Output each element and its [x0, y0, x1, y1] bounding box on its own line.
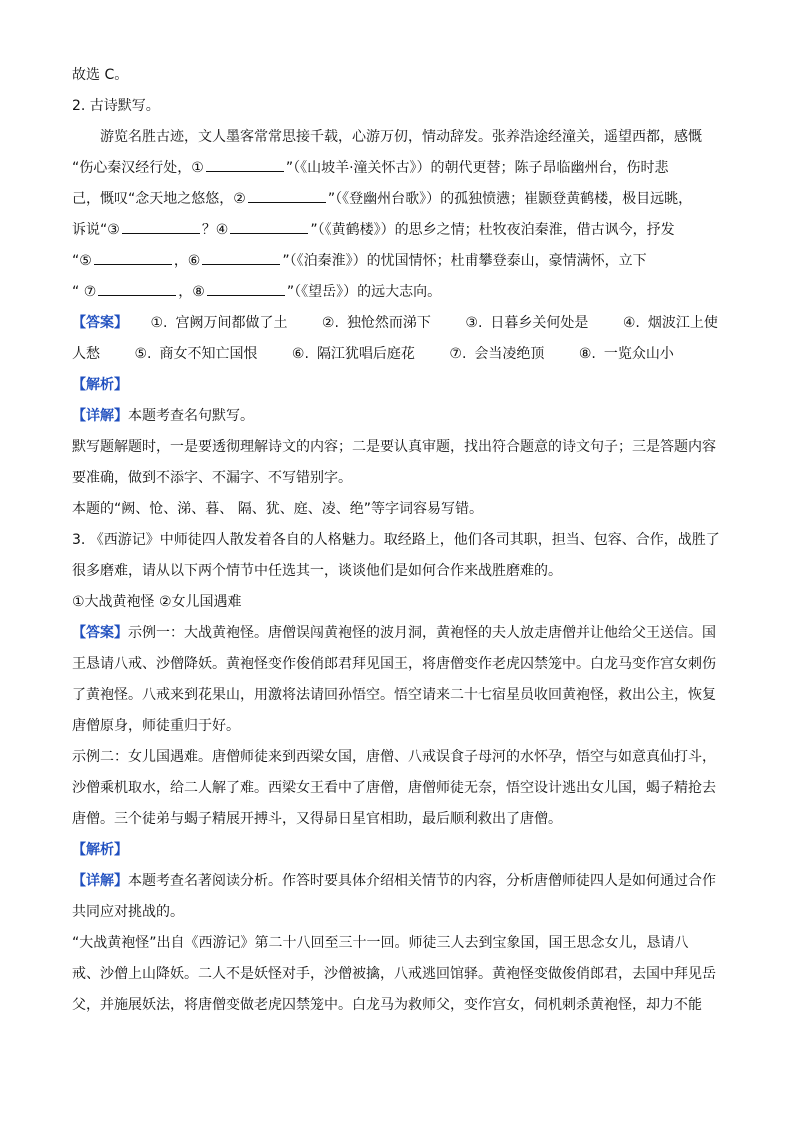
- answer-tag: 【答案】: [72, 315, 128, 331]
- text-span: “⑤: [72, 253, 92, 269]
- question-3-heading: 3. 《西游记》中师徒四人散发着各自的人格魅力。取经路上，他们各司其职，担当、包容、合作，战胜了: [72, 532, 720, 548]
- analysis-tag: 【解析】: [72, 842, 128, 858]
- analysis-line: [72, 835, 724, 866]
- detail-line: [72, 866, 724, 897]
- detail-tag: 【详解】: [72, 873, 128, 889]
- fill-blank-1: [206, 156, 284, 172]
- fill-blank-3: [122, 218, 200, 234]
- text-line: 沙僧乘机取水，给二人解了难。西梁女王看中了唐僧，唐僧师徒无奈，悟空设计逃出女儿国，蝎子精抢去: [72, 780, 716, 796]
- text-span: ”（《望岳》）的远大志向。: [286, 284, 442, 300]
- analysis-tag: 【解析】: [72, 377, 128, 393]
- document-page: [72, 60, 724, 1021]
- text-line: [72, 246, 724, 277]
- text-line: 故选 C。: [72, 67, 129, 83]
- text-line: “大战黄袍怪”出自《西游记》第二十八回至三十一回。师徒三人去到宝象国，国王思念女儿，恳请八: [72, 935, 689, 951]
- text-span: ”（《黄鹤楼》）的思乡之情；杜牧夜泊秦淮，借古讽今，抒发: [310, 222, 675, 238]
- text-span: 己，慨叹“念天地之悠悠，②: [72, 191, 246, 207]
- text-span: “伤心秦汉经行处，①: [72, 160, 204, 176]
- answer-line: [72, 339, 724, 370]
- text-line: ①大战黄袍怪 ②女儿国遇难: [72, 594, 242, 610]
- text-line: 很多磨难，请从以下两个情节中任选其一，谈谈他们是如何合作来战胜磨难的。: [72, 563, 562, 579]
- text-line: [72, 215, 724, 246]
- text-line: 唐僧。三个徒弟与蝎子精展开搏斗，又得昴日星官相助，最后顺利救出了唐僧。: [72, 811, 562, 827]
- answer-item: ①. 宫阙万间都做了土: [150, 315, 288, 331]
- detail-line: [72, 401, 724, 432]
- fill-blank-6: [202, 249, 280, 265]
- fill-blank-8: [207, 280, 285, 296]
- answer-tag: 【答案】: [72, 625, 128, 641]
- detail-tag: 【详解】: [72, 408, 128, 424]
- answer-line: [72, 308, 724, 339]
- text-span: 本题考查名著阅读分析。作答时要具体介绍相关情节的内容，分析唐僧师徒四人是如何通过合作: [128, 873, 716, 889]
- answer-item: ⑥. 隔江犹唱后庭花: [291, 346, 415, 362]
- text-line: [72, 184, 724, 215]
- text-line: [72, 153, 724, 184]
- text-line: 示例二：女儿国遇难。唐僧师徒来到西梁女国，唐僧、八戒误食子母河的水怀孕，悟空与如意真仙打斗，: [72, 749, 716, 765]
- answer-item: ⑦. 会当凌绝顶: [449, 346, 545, 362]
- text-span: ，⑧: [178, 284, 205, 300]
- analysis-line: [72, 370, 724, 401]
- text-line: 戒、沙僧上山降妖。二人不是妖怪对手，沙僧被擒，八戒逃回馆驿。黄袍怪变做俊俏郎君，去国中拜见岳: [72, 966, 716, 982]
- text-line: 唐僧原身，师徒重归于好。: [72, 718, 240, 734]
- answer-item: ⑧. 一览众山小: [578, 346, 674, 362]
- text-span: ？④: [201, 222, 229, 238]
- fill-blank-7: [98, 280, 176, 296]
- text-span: ，⑥: [173, 253, 201, 269]
- text-span: “ ⑦: [72, 284, 97, 300]
- text-line: [72, 277, 724, 308]
- question-2-heading: 2. 古诗默写。: [72, 98, 160, 114]
- answer-item: ②. 独怆然而涕下: [321, 315, 431, 331]
- answer-item: ④. 烟波江上使: [622, 315, 718, 331]
- fill-blank-4: [230, 218, 308, 234]
- text-span: ”（《泊秦淮》）的忧国情怀；杜甫攀登泰山，豪情满怀，立下: [282, 253, 647, 269]
- answer-item: ⑤. 商女不知亡国恨: [134, 346, 258, 362]
- text-span: 诉说“③: [72, 222, 120, 238]
- text-line: 要准确，做到不添字、不漏字、不写错别字。: [72, 470, 352, 486]
- text-span: ”（《山坡羊·潼关怀古》）的朝代更替；陈子昂临幽州台，伤时悲: [285, 160, 669, 176]
- text-span: 示例一：大战黄袍怪。唐僧误闯黄袍怪的波月洞，黄袍怪的夫人放走唐僧并让他给父王送信。国: [128, 625, 716, 641]
- text-line: 共同应对挑战的。: [72, 904, 184, 920]
- fill-blank-2: [248, 187, 326, 203]
- answer-line: [72, 618, 724, 649]
- fill-blank-5: [94, 249, 172, 265]
- text-line: 游览名胜古迹，文人墨客常常思接千载，心游万仞，情动辞发。张养浩途经潼关，遥望西都，感慨: [100, 129, 702, 145]
- answer-item: ③. 日暮乡关何处是: [465, 315, 589, 331]
- text-span: 本题考查名句默写。: [128, 408, 254, 424]
- text-line: 父，并施展妖法，将唐僧变做老虎囚禁笼中。白龙马为救师父，变作宫女，伺机刺杀黄袍怪，却力不能: [72, 997, 702, 1013]
- text-line: 本题的“阙、怆、涕、暮、 隔、犹、庭、凌、绝”等字词容易写错。: [72, 501, 483, 517]
- answer-item-cont: 人愁: [72, 346, 100, 362]
- text-line: 默写题解题时，一是要透彻理解诗文的内容；二是要认真审题，找出符合题意的诗文句子；三是答题内容: [72, 439, 716, 455]
- text-line: 王恳请八戒、沙僧降妖。黄袍怪变作俊俏郎君拜见国王，将唐僧变作老虎囚禁笼中。白龙马变作宫女刺伤: [72, 656, 716, 672]
- text-line: 了黄袍怪。八戒来到花果山，用激将法请回孙悟空。悟空请来二十七宿星员收回黄袍怪，救出公主，恢复: [72, 687, 716, 703]
- text-span: ”（《登幽州台歌》）的孤独愤懑；崔颢登黄鹤楼，极目远眺，: [327, 191, 693, 207]
